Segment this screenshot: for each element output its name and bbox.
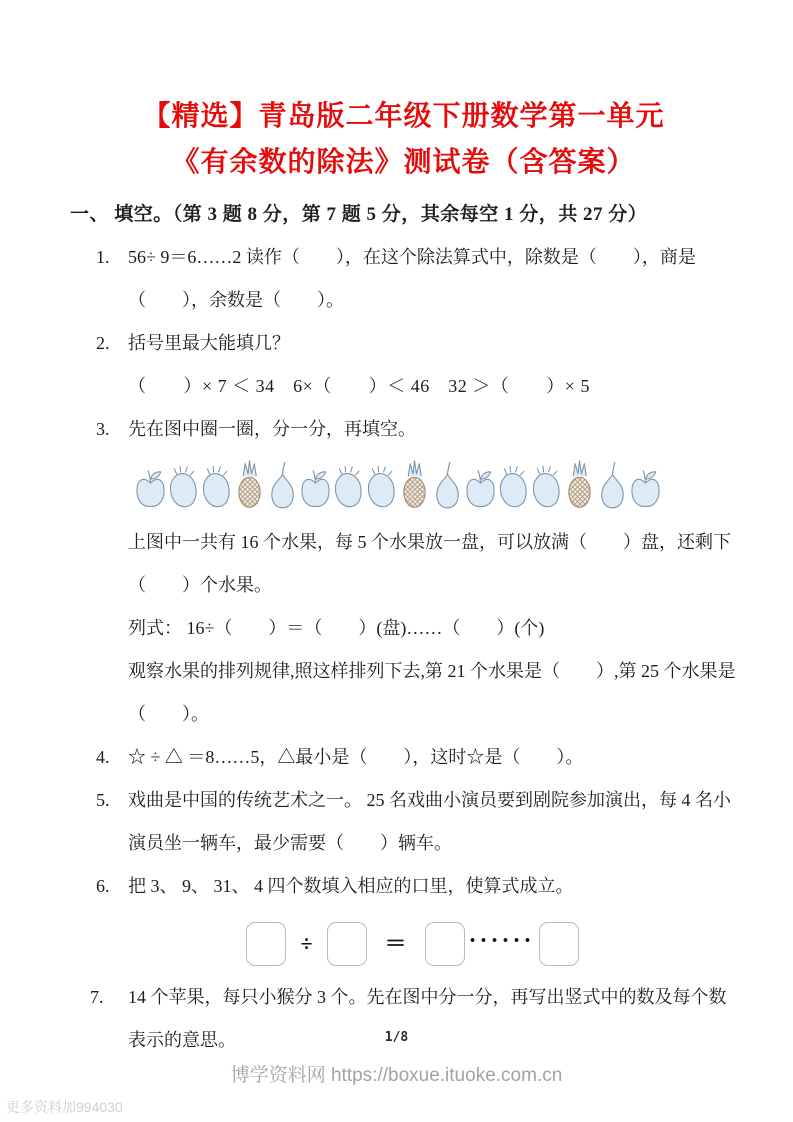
equals-sign: ＝ xyxy=(384,931,407,956)
strawberry-icon xyxy=(332,457,365,513)
question-1-number: 1. xyxy=(96,247,110,267)
question-2 xyxy=(70,322,737,408)
dividend-box xyxy=(246,922,286,966)
question-3-prompt: 先在图中圈一圈，分一分，再填空。 xyxy=(128,419,416,439)
question-5-number: 5. xyxy=(96,790,110,810)
apple-icon xyxy=(134,457,167,513)
question-2-expression: （ ）× 7 ＜ 34 6×（ ）＜ 46 32 ＞（ ）× 5 xyxy=(128,376,590,396)
question-6-prompt: 把 3、 9、 31、 4 四个数填入相应的口里，使算式成立。 xyxy=(128,876,574,896)
question-4-number: 4. xyxy=(96,747,110,767)
remainder-dots: ······ xyxy=(468,927,535,954)
question-7-number: 7. xyxy=(90,987,104,1007)
pineapple-icon xyxy=(233,457,266,513)
apple-icon xyxy=(629,457,662,513)
question-1-text: 56÷ 9＝6……2 读作（ ），在这个除法算式中，除数是（ ），商是（ ），余数是（ ）。 xyxy=(128,247,696,310)
question-1 xyxy=(70,236,737,322)
divisor-box xyxy=(327,922,367,966)
document-title xyxy=(70,94,737,186)
pineapple-icon xyxy=(398,457,431,513)
question-6-number: 6. xyxy=(96,876,110,896)
pineapple-icon xyxy=(563,457,596,513)
pear-icon xyxy=(596,457,629,513)
strawberry-icon xyxy=(167,457,200,513)
fruit-pattern-row xyxy=(134,455,737,513)
question-3-para2: 列式： 16÷（ ）＝（ ）(盘)……（ ）(个) xyxy=(128,618,545,638)
section-heading: 一、 填空。（第 3 题 8 分，第 7 题 5 分，其余每空 1 分，共 27 分） xyxy=(70,204,648,225)
question-2-prompt: 括号里最大能填几？ xyxy=(128,333,290,353)
pear-icon xyxy=(266,457,299,513)
question-5 xyxy=(70,779,737,865)
strawberry-icon xyxy=(365,457,398,513)
watermark-text: 更多资料加994030 xyxy=(6,1099,123,1115)
question-3 xyxy=(70,408,737,736)
quotient-box xyxy=(425,922,465,966)
question-3-para3: 观察水果的排列规律,照这样排列下去,第 21 个水果是（ ）,第 25 个水果是（ ）。 xyxy=(128,661,736,724)
pear-icon xyxy=(431,457,464,513)
apple-icon xyxy=(299,457,332,513)
question-7-text: 14 个苹果，每只小猴分 3 个。先在图中分一分，再写出竖式中的数及每个数表示的意思。 xyxy=(128,987,727,1050)
strawberry-icon xyxy=(530,457,563,513)
question-4-text: ☆ ÷ △ ＝8……5，△最小是（ ），这时☆是（ ）。 xyxy=(128,747,584,767)
question-7 xyxy=(70,976,737,1062)
strawberry-icon xyxy=(200,457,233,513)
footer-site-url: 博学资料网 https://boxue.ituoke.com.cn xyxy=(230,1065,563,1086)
question-3-number: 3. xyxy=(96,419,110,439)
apple-icon xyxy=(464,457,497,513)
question-3-para1: 上图中一共有 16 个水果，每 5 个水果放一盘，可以放满（ ）盘，还剩下（ ）个水果。 xyxy=(128,532,731,595)
title-line-2: 《有余数的除法》测试卷（含答案） xyxy=(171,147,636,178)
title-line-1: 【精选】青岛版二年级下册数学第一单元 xyxy=(142,101,665,132)
question-6 xyxy=(70,865,737,970)
page-number: 1/8 xyxy=(384,1030,409,1045)
question-2-number: 2. xyxy=(96,333,110,353)
equation-boxes-row xyxy=(128,918,697,970)
remainder-box xyxy=(539,922,579,966)
question-5-text: 戏曲是中国的传统艺术之一。 25 名戏曲小演员要到剧院参加演出，每 4 名小演员坐一辆车，最少需要（ ）辆车。 xyxy=(128,790,731,853)
question-4 xyxy=(70,736,737,779)
strawberry-icon xyxy=(497,457,530,513)
divide-sign: ÷ xyxy=(300,931,313,956)
